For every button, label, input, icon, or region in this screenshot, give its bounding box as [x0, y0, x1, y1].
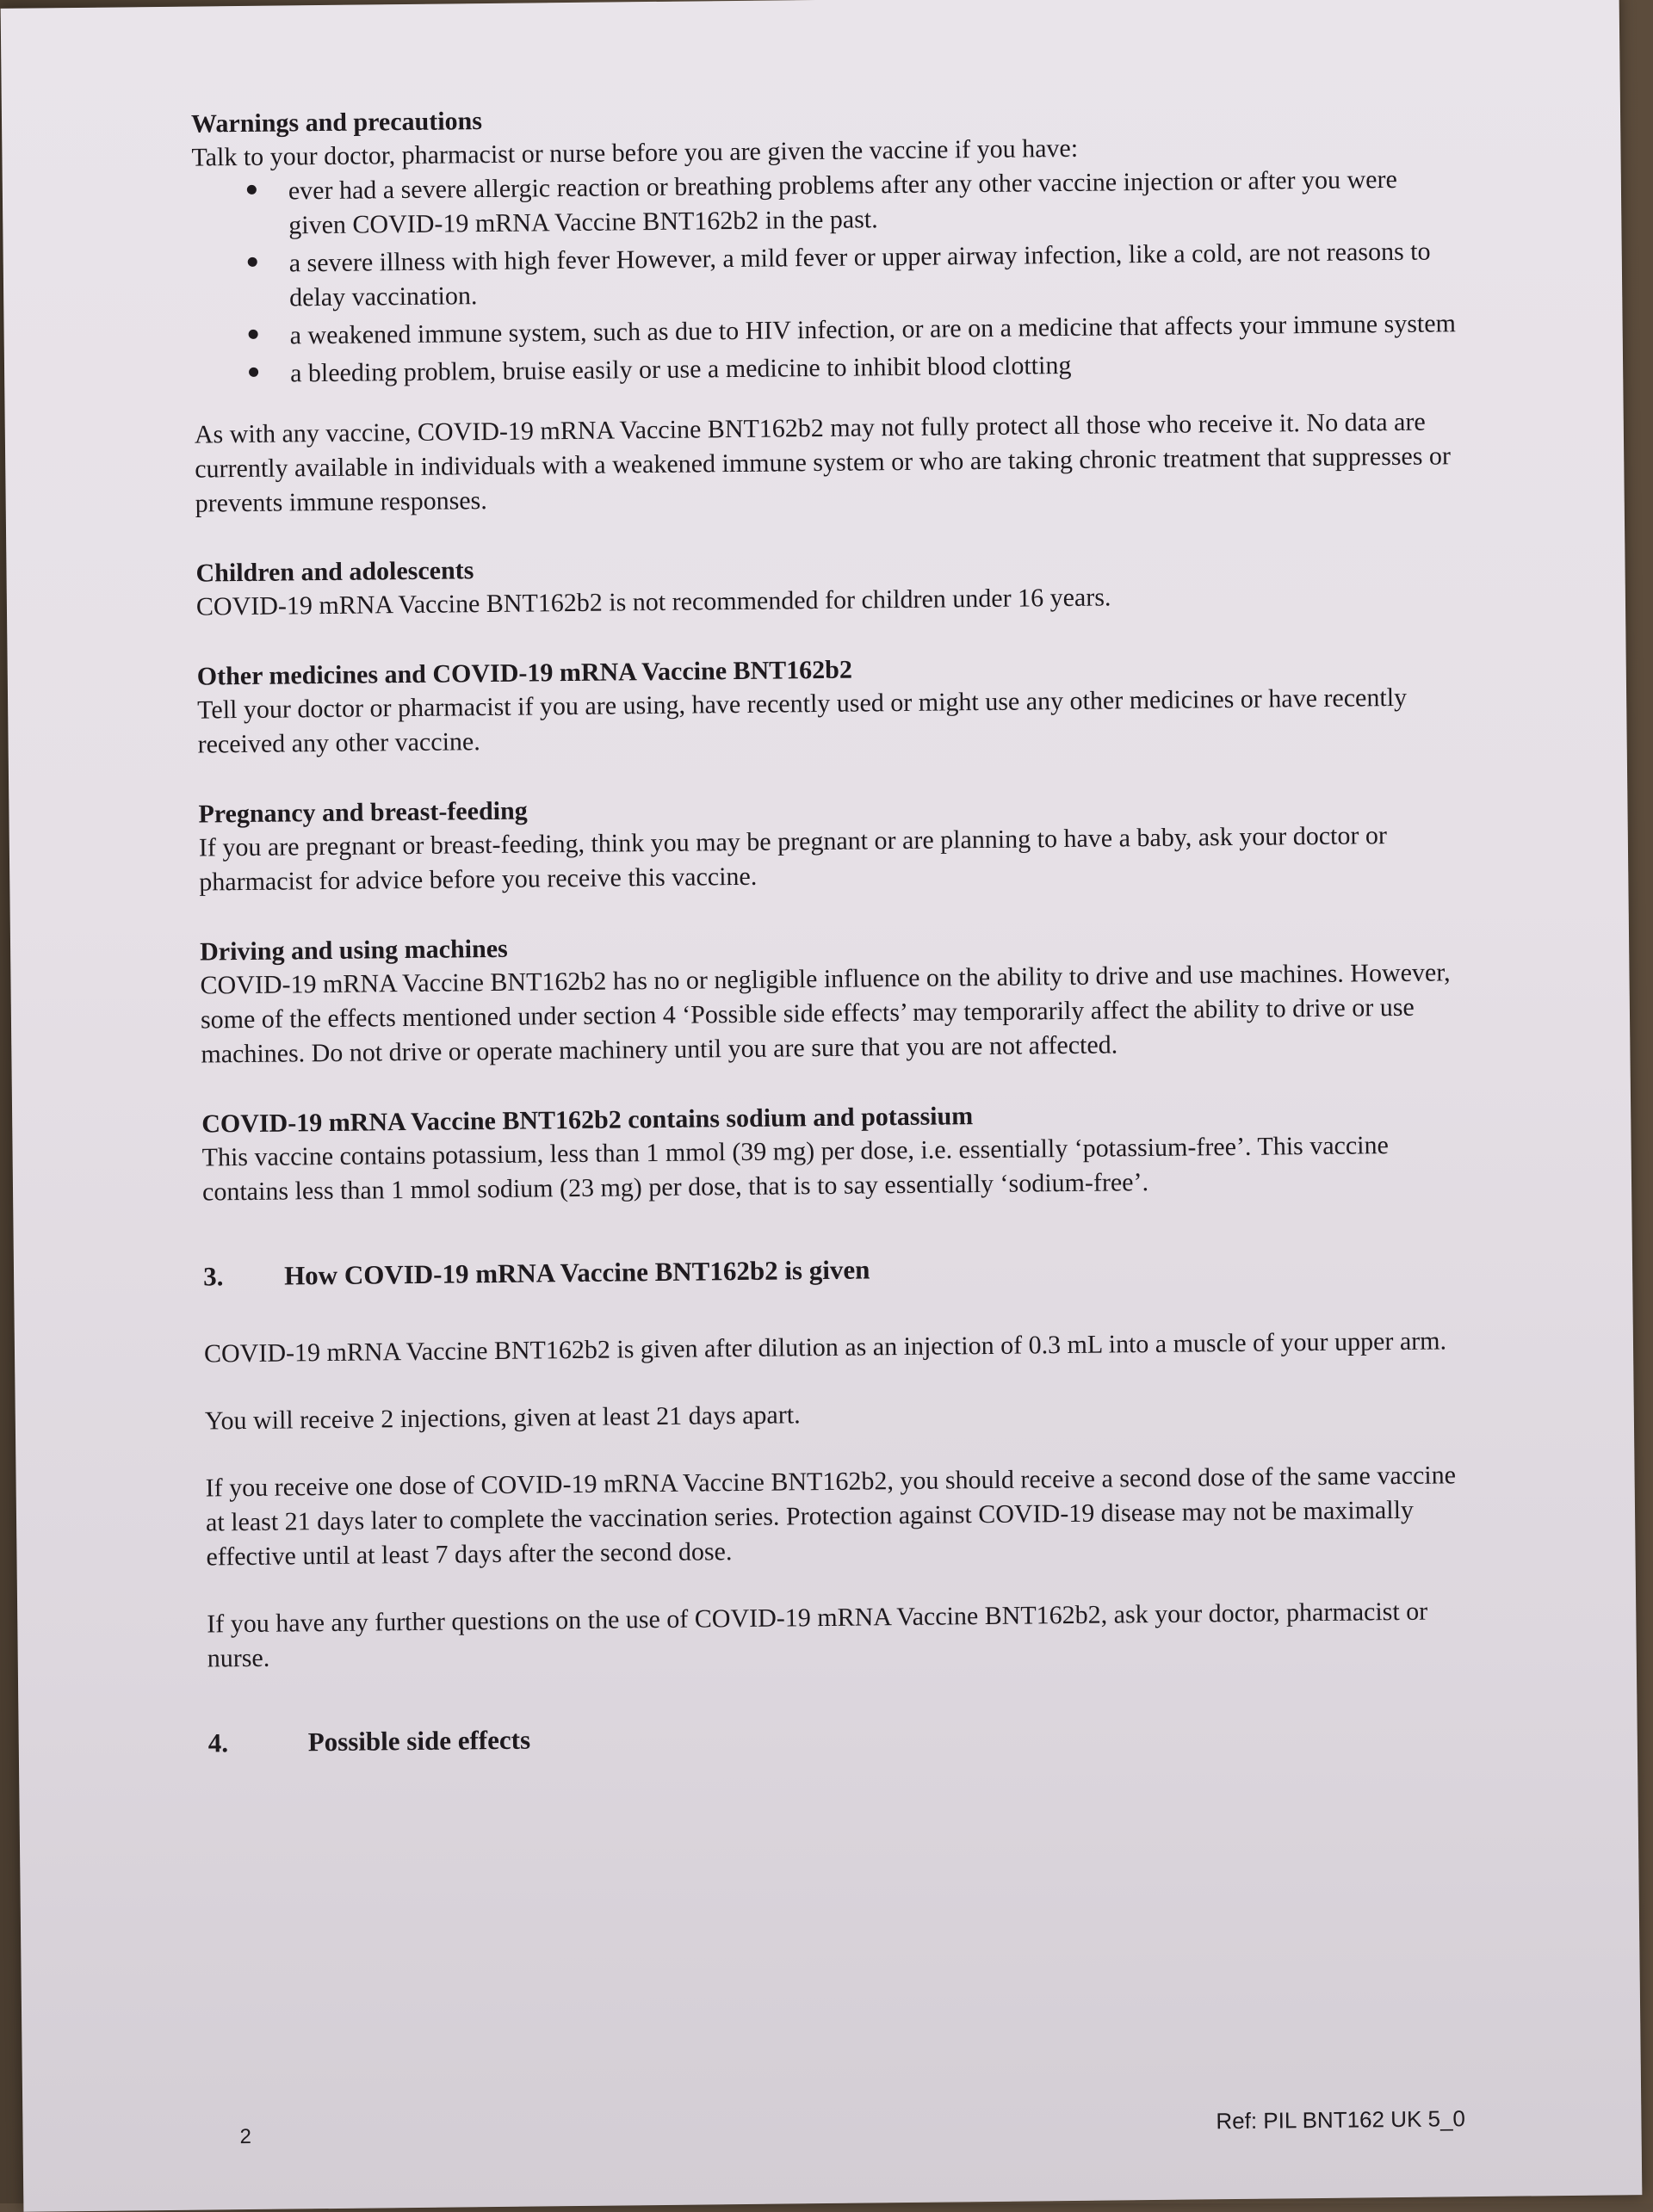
other-medicines-section — [197, 647, 1464, 762]
leaflet-content — [191, 95, 1475, 1803]
sodium-text: This vaccine contains potassium, less than 1 mmol (39 mg) per dose, i.e. essentially ‘potassium-free’. This vaccine contains less than 1 mmol sodium (23 mg) per dose, that is to say essentially ‘sodium-free’. — [201, 1131, 1390, 1207]
pregnancy-section — [198, 785, 1464, 899]
other-medicines-text: Tell your doctor or pharmacist if you are using, have recently used or might use any other medicines or have recently received any other vaccine. — [197, 683, 1408, 759]
other-medicines-heading: Other medicines and COVID-19 mRNA Vaccine BNT162b2 — [196, 655, 853, 691]
list-item: a weakened immune system, such as due to HIV infection, or are on a medicine that affects your immune system — [193, 306, 1458, 354]
list-item: ever had a severe allergic reaction or breathing problems after any other vaccine injection or after you were given COVID-19 mRNA Vaccine BNT162b2 in the past. — [192, 162, 1458, 244]
section-3-number: 3. — [202, 1261, 224, 1292]
section-4-number: 4. — [207, 1727, 229, 1758]
warnings-list — [192, 162, 1460, 392]
list-item: a severe illness with high fever However, a mild fever or upper airway infection, like a cold, are not reasons to delay vaccination. — [193, 234, 1459, 316]
section-4-title: Possible side effects — [307, 1724, 531, 1758]
warnings-section — [191, 95, 1461, 521]
leaflet-page — [1, 0, 1643, 2212]
section-3-paragraph: COVID-19 mRNA Vaccine BNT162b2 is given after dilution as an injection of 0.3 mL into a muscle of your upper arm. — [203, 1326, 1447, 1369]
driving-text: COVID-19 mRNA Vaccine BNT162b2 has no or negligible influence on the ability to drive and use machines. However, some of the effects mentioned under section 4 ‘Possible side effects’ may temporarily affect the ability to drive or use machines. Do not drive or operate machinery until you are sure that you are not affected. — [200, 958, 1451, 1069]
warnings-heading: Warnings and precautions — [190, 107, 483, 139]
driving-section — [200, 923, 1467, 1072]
driving-heading: Driving and using machines — [199, 934, 508, 967]
section-3-paragraph: If you have any further questions on the use of COVID-19 mRNA Vaccine BNT162b2, ask your doctor, pharmacist or nurse. — [207, 1597, 1428, 1673]
list-item: a bleeding problem, bruise easily or use a medicine to inhibit blood clotting — [194, 344, 1459, 392]
children-text: COVID-19 mRNA Vaccine BNT162b2 is not recommended for children under 16 years. — [195, 583, 1111, 621]
section-3-paragraph: You will receive 2 injections, given at least 21 days apart. — [204, 1400, 801, 1436]
pregnancy-text: If you are pregnant or breast-feeding, think you may be pregnant or are planning to have a baby, ask your doctor or pharmacist for advice before you receive this vaccine. — [198, 821, 1388, 897]
bullet-icon — [247, 185, 257, 195]
bullet-icon — [249, 330, 258, 339]
bullet-icon — [248, 257, 257, 267]
children-section — [195, 544, 1462, 624]
warnings-intro: Talk to your doctor, pharmacist or nurse before you are given the vaccine if you have: — [191, 133, 1079, 172]
bullet-icon — [249, 368, 258, 377]
sodium-section — [201, 1095, 1468, 1209]
children-heading: Children and adolescents — [195, 556, 474, 588]
document-reference: Ref: PIL BNT162 UK 5_0 — [1216, 2105, 1466, 2135]
protection-note: As with any vaccine, COVID-19 mRNA Vaccine BNT162b2 may not fully protect all those who receive it. No data are currently available in individuals with a weakened immune system or who are taking chronic treatment that suppresses or prevents immune responses. — [194, 407, 1452, 518]
page-number: 2 — [239, 2125, 252, 2149]
section-3-heading — [203, 1246, 1469, 1294]
section-3-paragraph: If you receive one dose of COVID-19 mRNA Vaccine BNT162b2, you should receive a second dose of the same vaccine at least 21 days later to complete the vaccination series. Protection against COVID-19 disease may not be maximally effective until at least 7 days after the second dose. — [205, 1461, 1457, 1572]
section-4-heading — [208, 1713, 1474, 1760]
sodium-heading: COVID-19 mRNA Vaccine BNT162b2 contains sodium and potassium — [201, 1102, 974, 1139]
pregnancy-heading: Pregnancy and breast-feeding — [198, 796, 528, 829]
section-3-title: How COVID-19 mRNA Vaccine BNT162b2 is given — [283, 1254, 870, 1291]
